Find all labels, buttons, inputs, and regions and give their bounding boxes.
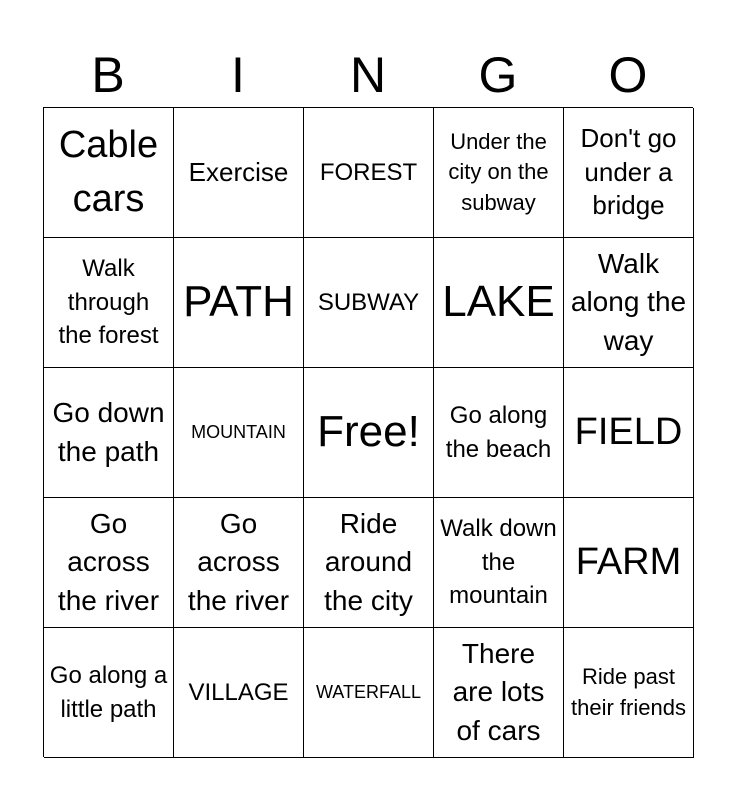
bingo-cell-text: SUBWAY — [317, 288, 420, 316]
bingo-cell-b4[interactable] — [44, 498, 174, 628]
bingo-cell-n2[interactable] — [304, 238, 434, 368]
bingo-cell-i4[interactable] — [174, 498, 304, 628]
free-space-text: Free! — [317, 407, 420, 457]
bingo-cell-b3[interactable] — [44, 368, 174, 498]
bingo-cell-o3[interactable] — [564, 368, 694, 498]
bingo-cell-text: FOREST — [319, 158, 418, 186]
bingo-cell-text: Don't go under a bridge — [580, 122, 677, 221]
bingo-cell-o1[interactable] — [564, 108, 694, 238]
header-letter-o: O — [608, 47, 648, 103]
bingo-cell-text: MOUNTAIN — [191, 421, 286, 442]
bingo-cell-o5[interactable] — [564, 628, 694, 758]
bingo-card-grid — [43, 107, 693, 757]
bingo-cell-text: VILLAGE — [188, 678, 289, 706]
bingo-cell-text: FARM — [575, 540, 682, 583]
bingo-cell-b5[interactable] — [44, 628, 174, 758]
bingo-cell-text: Walk along the way — [570, 248, 687, 356]
bingo-cell-g5[interactable] — [434, 628, 564, 758]
header-letter-n: N — [349, 47, 387, 103]
bingo-cell-b1[interactable] — [44, 108, 174, 238]
bingo-cell-text: Exercise — [188, 156, 289, 187]
bingo-cell-text: Ride around the city — [324, 508, 413, 616]
bingo-cell-text: There are lots of cars — [452, 638, 545, 746]
bingo-cell-text: Go across the river — [57, 508, 160, 616]
bingo-cell-text: Cable cars — [58, 124, 159, 220]
bingo-cell-text: FIELD — [574, 410, 683, 453]
bingo-cell-n4[interactable] — [304, 498, 434, 628]
bingo-cell-text: LAKE — [442, 277, 555, 327]
bingo-cell-text: Walk through the forest — [58, 255, 159, 350]
bingo-cell-text: Go across the river — [187, 508, 290, 616]
header-letter-b: B — [91, 47, 125, 103]
bingo-cell-g3[interactable] — [434, 368, 564, 498]
bingo-cell-o2[interactable] — [564, 238, 694, 368]
bingo-cell-text: Walk down the mountain — [440, 515, 557, 610]
bingo-cell-text: Go along the beach — [445, 401, 552, 463]
bingo-cell-n1[interactable] — [304, 108, 434, 238]
bingo-cell-text: WATERFALL — [315, 681, 422, 702]
bingo-cell-free[interactable] — [304, 368, 434, 498]
bingo-cell-i1[interactable] — [174, 108, 304, 238]
header-letter-i: I — [231, 47, 245, 103]
header-letter-g: G — [478, 47, 518, 103]
bingo-cell-g4[interactable] — [434, 498, 564, 628]
bingo-cell-g1[interactable] — [434, 108, 564, 238]
bingo-cell-text: Go down the path — [52, 397, 165, 467]
bingo-cell-text: Go along a little path — [49, 661, 168, 723]
bingo-cell-i2[interactable] — [174, 238, 304, 368]
bingo-cell-o4[interactable] — [564, 498, 694, 628]
bingo-cell-g2[interactable] — [434, 238, 564, 368]
bingo-cell-i5[interactable] — [174, 628, 304, 758]
bingo-cell-b2[interactable] — [44, 238, 174, 368]
bingo-cell-text: Under the city on the subway — [448, 128, 549, 215]
bingo-cell-i3[interactable] — [174, 368, 304, 498]
bingo-cell-n5[interactable] — [304, 628, 434, 758]
bingo-cell-text: Ride past their friends — [571, 664, 686, 720]
bingo-header — [43, 44, 693, 106]
bingo-cell-text: PATH — [183, 277, 294, 327]
